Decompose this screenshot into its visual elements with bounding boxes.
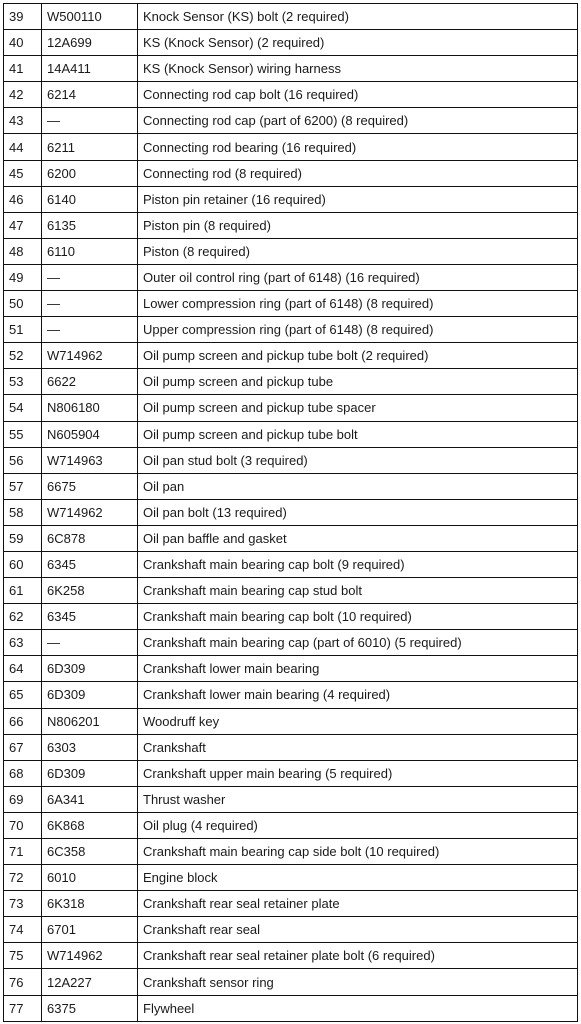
- table-row: [4, 839, 578, 865]
- part-number-cell: 6K258: [42, 578, 138, 604]
- part-number-cell: 6A341: [42, 786, 138, 812]
- description-cell: Oil pan stud bolt (3 required): [138, 447, 578, 473]
- description-cell: Crankshaft upper main bearing (5 required): [138, 760, 578, 786]
- description-cell: Crankshaft sensor ring: [138, 969, 578, 995]
- item-number-cell: 69: [4, 786, 42, 812]
- table-row: [4, 108, 578, 134]
- description-cell: Oil pan baffle and gasket: [138, 525, 578, 551]
- description-cell: Oil plug (4 required): [138, 812, 578, 838]
- description-cell: Crankshaft rear seal: [138, 917, 578, 943]
- item-number-cell: 67: [4, 734, 42, 760]
- part-number-cell: 6140: [42, 186, 138, 212]
- table-row: [4, 82, 578, 108]
- item-number-cell: 40: [4, 30, 42, 56]
- description-cell: Connecting rod bearing (16 required): [138, 134, 578, 160]
- part-number-cell: 6C358: [42, 839, 138, 865]
- item-number-cell: 61: [4, 578, 42, 604]
- part-number-cell: N605904: [42, 421, 138, 447]
- item-number-cell: 53: [4, 369, 42, 395]
- description-cell: Connecting rod cap bolt (16 required): [138, 82, 578, 108]
- table-row: [4, 760, 578, 786]
- table-row: [4, 734, 578, 760]
- description-cell: Knock Sensor (KS) bolt (2 required): [138, 4, 578, 30]
- description-cell: KS (Knock Sensor) (2 required): [138, 30, 578, 56]
- description-cell: Woodruff key: [138, 708, 578, 734]
- part-number-cell: —: [42, 291, 138, 317]
- description-cell: Piston pin retainer (16 required): [138, 186, 578, 212]
- part-number-cell: 6010: [42, 865, 138, 891]
- item-number-cell: 43: [4, 108, 42, 134]
- description-cell: Crankshaft main bearing cap stud bolt: [138, 578, 578, 604]
- item-number-cell: 44: [4, 134, 42, 160]
- table-row: [4, 30, 578, 56]
- description-cell: Piston (8 required): [138, 238, 578, 264]
- part-number-cell: W500110: [42, 4, 138, 30]
- part-number-cell: 14A411: [42, 56, 138, 82]
- part-number-cell: 6C878: [42, 525, 138, 551]
- table-row: [4, 395, 578, 421]
- table-row: [4, 134, 578, 160]
- part-number-cell: W714962: [42, 943, 138, 969]
- table-row: [4, 682, 578, 708]
- table-row: [4, 525, 578, 551]
- table-row: [4, 604, 578, 630]
- table-row: [4, 786, 578, 812]
- part-number-cell: 6622: [42, 369, 138, 395]
- table-row: [4, 343, 578, 369]
- table-row: [4, 473, 578, 499]
- part-number-cell: 6675: [42, 473, 138, 499]
- table-row: [4, 421, 578, 447]
- table-row: [4, 238, 578, 264]
- table-row: [4, 186, 578, 212]
- table-row: [4, 578, 578, 604]
- part-number-cell: 12A699: [42, 30, 138, 56]
- item-number-cell: 77: [4, 995, 42, 1021]
- table-row: [4, 369, 578, 395]
- description-cell: Oil pan: [138, 473, 578, 499]
- description-cell: Flywheel: [138, 995, 578, 1021]
- item-number-cell: 57: [4, 473, 42, 499]
- item-number-cell: 73: [4, 891, 42, 917]
- description-cell: Outer oil control ring (part of 6148) (16 required): [138, 264, 578, 290]
- item-number-cell: 56: [4, 447, 42, 473]
- item-number-cell: 63: [4, 630, 42, 656]
- table-row: [4, 56, 578, 82]
- table-row: [4, 212, 578, 238]
- table-row: [4, 499, 578, 525]
- description-cell: Oil pump screen and pickup tube bolt: [138, 421, 578, 447]
- table-row: [4, 264, 578, 290]
- part-number-cell: —: [42, 317, 138, 343]
- item-number-cell: 45: [4, 160, 42, 186]
- table-row: [4, 551, 578, 577]
- description-cell: Thrust washer: [138, 786, 578, 812]
- table-row: [4, 917, 578, 943]
- table-row: [4, 969, 578, 995]
- table-row: [4, 943, 578, 969]
- part-number-cell: 6701: [42, 917, 138, 943]
- description-cell: Upper compression ring (part of 6148) (8 required): [138, 317, 578, 343]
- item-number-cell: 51: [4, 317, 42, 343]
- table-row: [4, 160, 578, 186]
- item-number-cell: 58: [4, 499, 42, 525]
- description-cell: KS (Knock Sensor) wiring harness: [138, 56, 578, 82]
- item-number-cell: 71: [4, 839, 42, 865]
- item-number-cell: 47: [4, 212, 42, 238]
- item-number-cell: 52: [4, 343, 42, 369]
- part-number-cell: —: [42, 108, 138, 134]
- part-number-cell: 6135: [42, 212, 138, 238]
- description-cell: Crankshaft rear seal retainer plate: [138, 891, 578, 917]
- description-cell: Crankshaft lower main bearing (4 required): [138, 682, 578, 708]
- description-cell: Crankshaft main bearing cap side bolt (10 required): [138, 839, 578, 865]
- table-row: [4, 630, 578, 656]
- part-number-cell: 6D309: [42, 760, 138, 786]
- table-row: [4, 812, 578, 838]
- item-number-cell: 60: [4, 551, 42, 577]
- description-cell: Piston pin (8 required): [138, 212, 578, 238]
- item-number-cell: 39: [4, 4, 42, 30]
- table-row: [4, 865, 578, 891]
- part-number-cell: N806180: [42, 395, 138, 421]
- part-number-cell: W714962: [42, 499, 138, 525]
- part-number-cell: W714963: [42, 447, 138, 473]
- part-number-cell: W714962: [42, 343, 138, 369]
- table-row: [4, 995, 578, 1021]
- item-number-cell: 55: [4, 421, 42, 447]
- part-number-cell: 6D309: [42, 682, 138, 708]
- part-number-cell: 6110: [42, 238, 138, 264]
- item-number-cell: 64: [4, 656, 42, 682]
- item-number-cell: 68: [4, 760, 42, 786]
- table-row: [4, 4, 578, 30]
- description-cell: Crankshaft: [138, 734, 578, 760]
- description-cell: Oil pump screen and pickup tube: [138, 369, 578, 395]
- description-cell: Oil pan bolt (13 required): [138, 499, 578, 525]
- item-number-cell: 65: [4, 682, 42, 708]
- item-number-cell: 42: [4, 82, 42, 108]
- item-number-cell: 66: [4, 708, 42, 734]
- item-number-cell: 70: [4, 812, 42, 838]
- table-row: [4, 656, 578, 682]
- description-cell: Crankshaft main bearing cap bolt (9 required): [138, 551, 578, 577]
- description-cell: Crankshaft main bearing cap bolt (10 required): [138, 604, 578, 630]
- table-row: [4, 708, 578, 734]
- table-row: [4, 317, 578, 343]
- part-number-cell: 6211: [42, 134, 138, 160]
- description-cell: Crankshaft lower main bearing: [138, 656, 578, 682]
- parts-table: [3, 3, 578, 1022]
- item-number-cell: 74: [4, 917, 42, 943]
- part-number-cell: 6375: [42, 995, 138, 1021]
- description-cell: Lower compression ring (part of 6148) (8 required): [138, 291, 578, 317]
- description-cell: Connecting rod (8 required): [138, 160, 578, 186]
- parts-table-body: [4, 4, 578, 1022]
- part-number-cell: 6K318: [42, 891, 138, 917]
- part-number-cell: 6200: [42, 160, 138, 186]
- item-number-cell: 46: [4, 186, 42, 212]
- item-number-cell: 50: [4, 291, 42, 317]
- part-number-cell: N806201: [42, 708, 138, 734]
- description-cell: Crankshaft rear seal retainer plate bolt (6 required): [138, 943, 578, 969]
- item-number-cell: 62: [4, 604, 42, 630]
- item-number-cell: 49: [4, 264, 42, 290]
- part-number-cell: 6303: [42, 734, 138, 760]
- part-number-cell: 6345: [42, 604, 138, 630]
- item-number-cell: 48: [4, 238, 42, 264]
- table-row: [4, 447, 578, 473]
- description-cell: Oil pump screen and pickup tube bolt (2 required): [138, 343, 578, 369]
- part-number-cell: 6345: [42, 551, 138, 577]
- description-cell: Crankshaft main bearing cap (part of 6010) (5 required): [138, 630, 578, 656]
- part-number-cell: —: [42, 264, 138, 290]
- parts-list-sheet: [3, 3, 577, 1021]
- item-number-cell: 76: [4, 969, 42, 995]
- part-number-cell: 12A227: [42, 969, 138, 995]
- description-cell: Oil pump screen and pickup tube spacer: [138, 395, 578, 421]
- item-number-cell: 54: [4, 395, 42, 421]
- item-number-cell: 72: [4, 865, 42, 891]
- part-number-cell: 6D309: [42, 656, 138, 682]
- table-row: [4, 891, 578, 917]
- part-number-cell: 6214: [42, 82, 138, 108]
- table-row: [4, 291, 578, 317]
- description-cell: Connecting rod cap (part of 6200) (8 required): [138, 108, 578, 134]
- item-number-cell: 41: [4, 56, 42, 82]
- item-number-cell: 59: [4, 525, 42, 551]
- part-number-cell: 6K868: [42, 812, 138, 838]
- item-number-cell: 75: [4, 943, 42, 969]
- part-number-cell: —: [42, 630, 138, 656]
- description-cell: Engine block: [138, 865, 578, 891]
